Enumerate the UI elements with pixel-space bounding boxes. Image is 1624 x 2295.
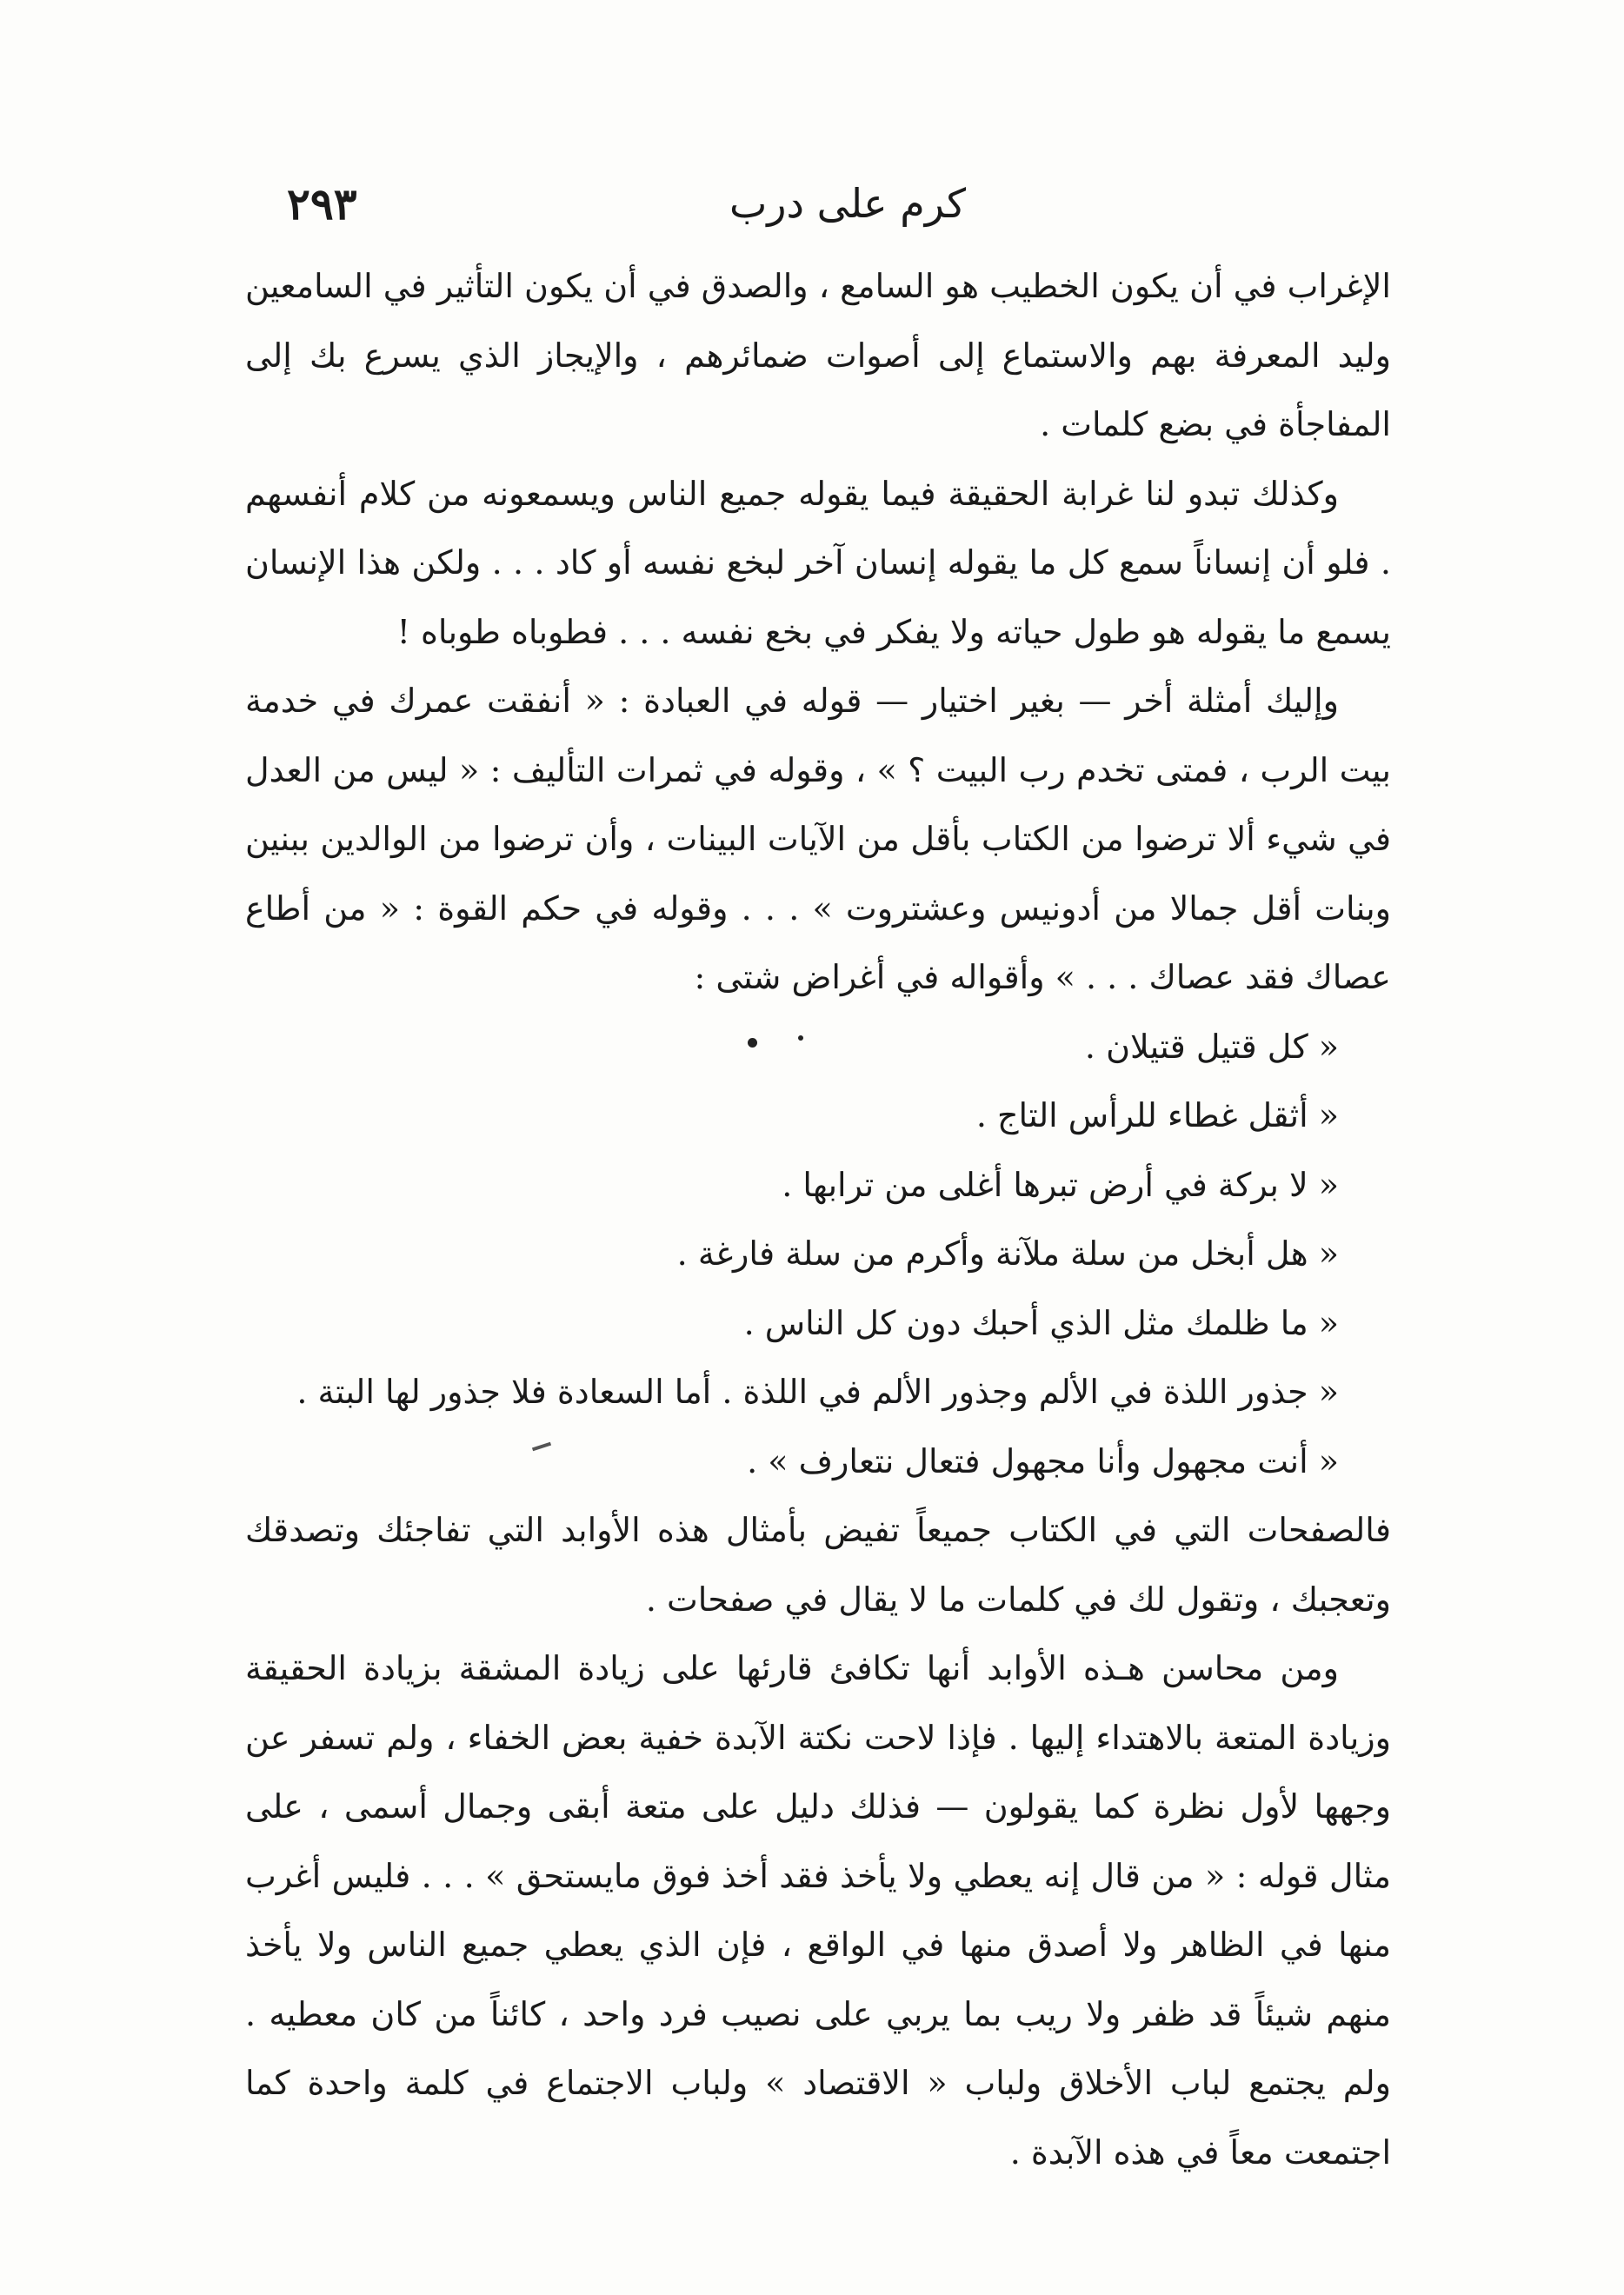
quote-list <box>245 1013 1391 1497</box>
quote-line: « أنت مجهول وأنا مجهول فتعال نتعارف » . <box>747 1441 1339 1480</box>
paragraph: وإليك أمثلة أخر — بغير اختيار — قوله في العبادة : « أنفقت عمرك في خدمة بيت الرب ، فمتى تخدم رب البيت ؟ » ، وقوله في ثمرات التأليف : « ليس من العدل في شيء ألا ترضوا من الكتاب بأقل من الآيات البينات ، وأن ترضوا من الوالدين ببنين وبنات أقل جمالا من أدونيس وعشتروت » . . . وقوله في حكم القوة : « من أطاع عصاك فقد عصاك . . . » وأقواله في أغراض شتى : <box>245 682 1391 996</box>
page-number: ٢٩٣ <box>287 178 357 230</box>
running-title: كرم على درب <box>729 180 967 227</box>
page-header <box>287 178 1408 248</box>
ink-dot <box>748 1038 757 1048</box>
quote-line: « كل قتيل قتيلان . <box>1084 1027 1339 1066</box>
paragraph: فالصفحات التي في الكتاب جميعاً تفيض بأمثال هذه الأوابد التي تفاجئك وتصدقك وتعجبك ، وتقول لك في كلمات ما لا يقال في صفحات . <box>245 1511 1391 1619</box>
paragraph: الإغراب في أن يكون الخطيب هو السامع ، والصدق في أن يكون التأثير في السامعين وليد المعرفة بهم والاستماع إلى أصوات ضمائرهم ، والإيجاز الذي يسرع بك إلى المفاجأة في بضع كلمات . <box>245 267 1391 443</box>
paragraph: ومن محاسن هـذه الأوابد أنها تكافئ قارئها على زيادة المشقة بزيادة الحقيقة وزيادة المتعة بالاهتداء إليها . فإذا لاحت نكتة الآبدة خفية بعض الخفاء ، ولم تسفر عن وجهها لأول نظرة كما يقولون — فذلك دليل على متعة أبقى وجمال أسمى ، على مثال قوله : « من قال إنه يعطي ولا يأخذ فقد أخذ فوق مايستحق » . . . فليس أغرب منها في الظاهر ولا أصدق منها في الواقع ، فإن الذي يعطي جميع الناس ولا يأخذ منهم شيئاً قد ظفر ولا ريب بما يربي على نصيب فرد واحد ، كائناً من كان معطيه . ولم يجتمع لباب الأخلاق ولباب « الاقتصاد » ولباب الاجتماع في كلمة واحدة كما اجتمعت معاً في هذه الآبدة . <box>245 1649 1391 2172</box>
body-text <box>245 252 1391 2187</box>
quote-line: « أثقل غطاء للرأس التاج . <box>975 1096 1339 1134</box>
quote-line: « ما ظلمك مثل الذي أحبك دون كل الناس . <box>743 1303 1339 1342</box>
ink-dot <box>798 1035 803 1041</box>
quote-line: « لا بركة في أرض تبرها أغلى من ترابها . <box>782 1165 1339 1204</box>
quote-line: « هل أبخل من سلة ملآنة وأكرم من سلة فارغة . <box>676 1234 1339 1273</box>
ink-dots <box>748 1033 782 1050</box>
quote-line: « جذور اللذة في الألم وجذور الألم في اللذة . أما السعادة فلا جذور لها البتة . <box>296 1373 1339 1411</box>
paragraph: وكذلك تبدو لنا غرابة الحقيقة فيما يقوله جميع الناس ويسمعونه من كلام أنفسهم . فلو أن إنساناً سمع كل ما يقوله إنسان آخر لبخع نفسه أو كاد . . . ولكن هذا الإنسان يسمع ما يقوله هو طول حياته ولا يفكر في بخع نفسه . . . فطوباه طوباه ! <box>245 474 1391 651</box>
